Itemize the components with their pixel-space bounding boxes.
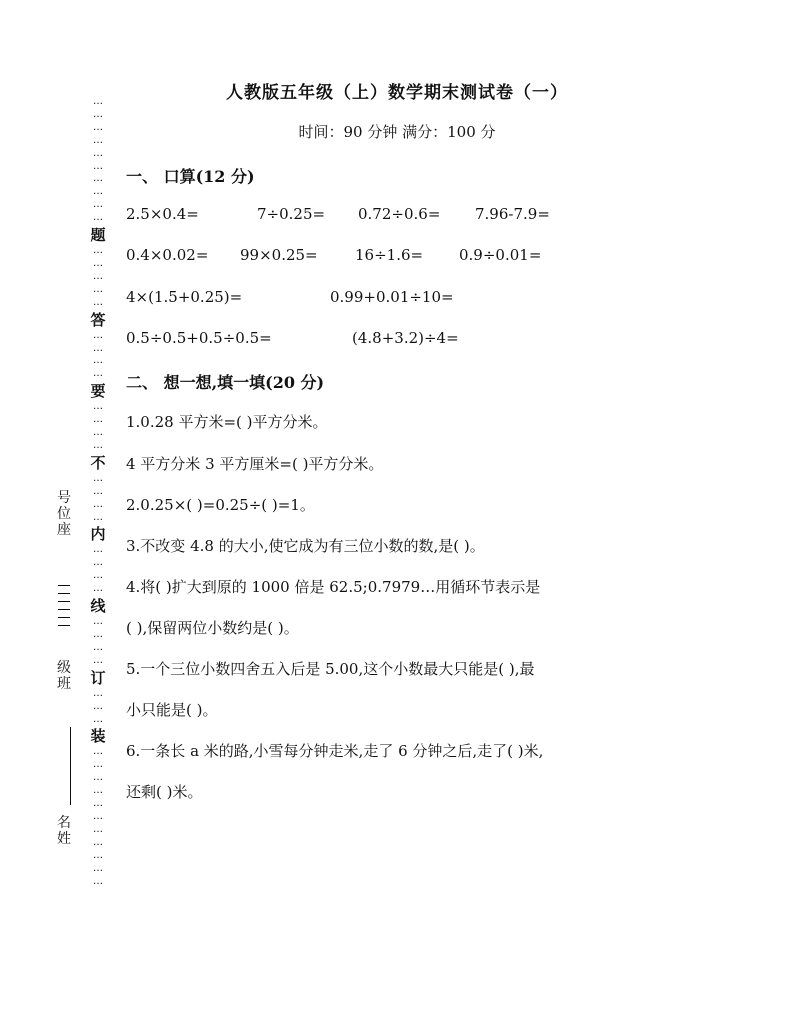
dots: … — [93, 687, 103, 699]
dots: … — [93, 772, 103, 784]
dots: … — [93, 849, 103, 861]
dots: … — [93, 147, 103, 159]
calc-item: (4.8+3.2)÷4= — [352, 329, 459, 347]
class-fill-line — [58, 585, 70, 633]
section-2-heading: 二、 想一想,填一填(20 分) — [126, 373, 325, 392]
gutter-char: 答 — [90, 310, 106, 329]
name-label: 名 姓 — [57, 815, 71, 847]
dots: … — [93, 511, 103, 523]
dots: … — [93, 186, 103, 198]
question-line: 3.不改变 4.8 的大小,使它成为有三位小数的数,是( )。 — [126, 537, 485, 555]
calc-item: 16÷1.6= — [355, 246, 424, 264]
dots: … — [93, 427, 103, 439]
dots: … — [93, 199, 103, 211]
gutter-char: 不 — [90, 453, 106, 472]
gutter-char: 题 — [90, 226, 106, 245]
dots: … — [93, 641, 103, 653]
section-1-heading: 一、 口算(12 分) — [126, 167, 255, 186]
dots: … — [93, 583, 103, 595]
question-line: 4 平方分米 3 平方厘米=( )平方分米。 — [126, 455, 384, 473]
dots: … — [93, 96, 103, 107]
dots: … — [93, 700, 103, 712]
dots: … — [93, 570, 103, 582]
calc-item: 0.4×0.02= — [126, 246, 209, 264]
dots: … — [93, 414, 103, 426]
dots: … — [93, 283, 103, 295]
dots: … — [93, 355, 103, 367]
dots: … — [93, 296, 103, 308]
name-fill-line — [70, 727, 71, 805]
dots: … — [93, 368, 103, 380]
dots: … — [93, 173, 103, 185]
dots: … — [93, 485, 103, 497]
seat-number-label: 号 位 座 — [57, 490, 71, 538]
question-line: 5.一个三位小数四舍五入后是 5.00,这个小数最大只能是( ),最 — [126, 660, 535, 678]
calc-item: 0.72÷0.6= — [358, 205, 441, 223]
question-line: 6.一条长 a 米的路,小雪每分钟走米,走了 6 分钟之后,走了( )米, — [126, 742, 544, 760]
question-line: 2.0.25×( )=0.25÷( )=1。 — [126, 496, 315, 514]
dots: … — [93, 134, 103, 146]
dots: … — [93, 108, 103, 120]
dots: … — [93, 257, 103, 269]
calc-item: 2.5×0.4= — [126, 205, 199, 223]
dots: … — [93, 629, 103, 640]
question-line: ( ),保留两位小数约是( )。 — [126, 619, 299, 637]
calc-item: 7÷0.25= — [257, 205, 326, 223]
dots: … — [93, 810, 103, 822]
calc-item: 4×(1.5+0.25)= — [126, 288, 243, 306]
dots: … — [93, 270, 103, 282]
question-line: 4.将( )扩大到原的 1000 倍是 62.5;0.7979…用循环节表示是 — [126, 578, 541, 596]
dots: … — [93, 401, 103, 413]
dots: … — [93, 245, 103, 257]
page-title: 人教版五年级（上）数学期末测试卷（一） — [226, 83, 568, 103]
binding-line-column — [88, 96, 108, 888]
dots: … — [93, 823, 103, 835]
dots: … — [93, 439, 103, 451]
dots: … — [93, 557, 103, 569]
dots: … — [93, 798, 103, 810]
dots: … — [93, 746, 103, 758]
calc-item: 0.9÷0.01= — [459, 246, 542, 264]
class-label: 级 班 — [57, 660, 71, 692]
dots: … — [93, 472, 103, 484]
dots: … — [93, 785, 103, 797]
question-line: 1.0.28 平方米=( )平方分米。 — [126, 413, 328, 431]
dots: … — [93, 212, 103, 224]
dots: … — [93, 160, 103, 172]
exam-info: 时间：90 分钟 满分：100 分 — [298, 123, 496, 141]
calc-item: 0.99+0.01÷10= — [330, 288, 454, 306]
dots: … — [93, 121, 103, 133]
calc-item: 0.5÷0.5+0.5÷0.5= — [126, 329, 272, 347]
dots: … — [93, 875, 103, 887]
dots: … — [93, 342, 103, 354]
gutter-char: 装 — [90, 727, 106, 746]
dots: … — [93, 654, 103, 666]
dots: … — [93, 544, 103, 556]
gutter-char: 线 — [90, 597, 106, 616]
dots: … — [93, 759, 103, 771]
dots: … — [93, 713, 103, 725]
calc-item: 99×0.25= — [240, 246, 318, 264]
dots: … — [93, 498, 103, 510]
gutter-char: 要 — [90, 382, 106, 401]
question-line: 还剩( )米。 — [126, 783, 203, 801]
gutter-char: 订 — [90, 668, 106, 687]
dots: … — [93, 836, 103, 848]
calc-item: 7.96-7.9= — [475, 205, 550, 223]
dots: … — [93, 862, 103, 874]
gutter-char: 内 — [90, 525, 106, 544]
dots: … — [93, 329, 103, 341]
question-line: 小只能是( )。 — [126, 701, 218, 719]
dots: … — [93, 616, 103, 628]
